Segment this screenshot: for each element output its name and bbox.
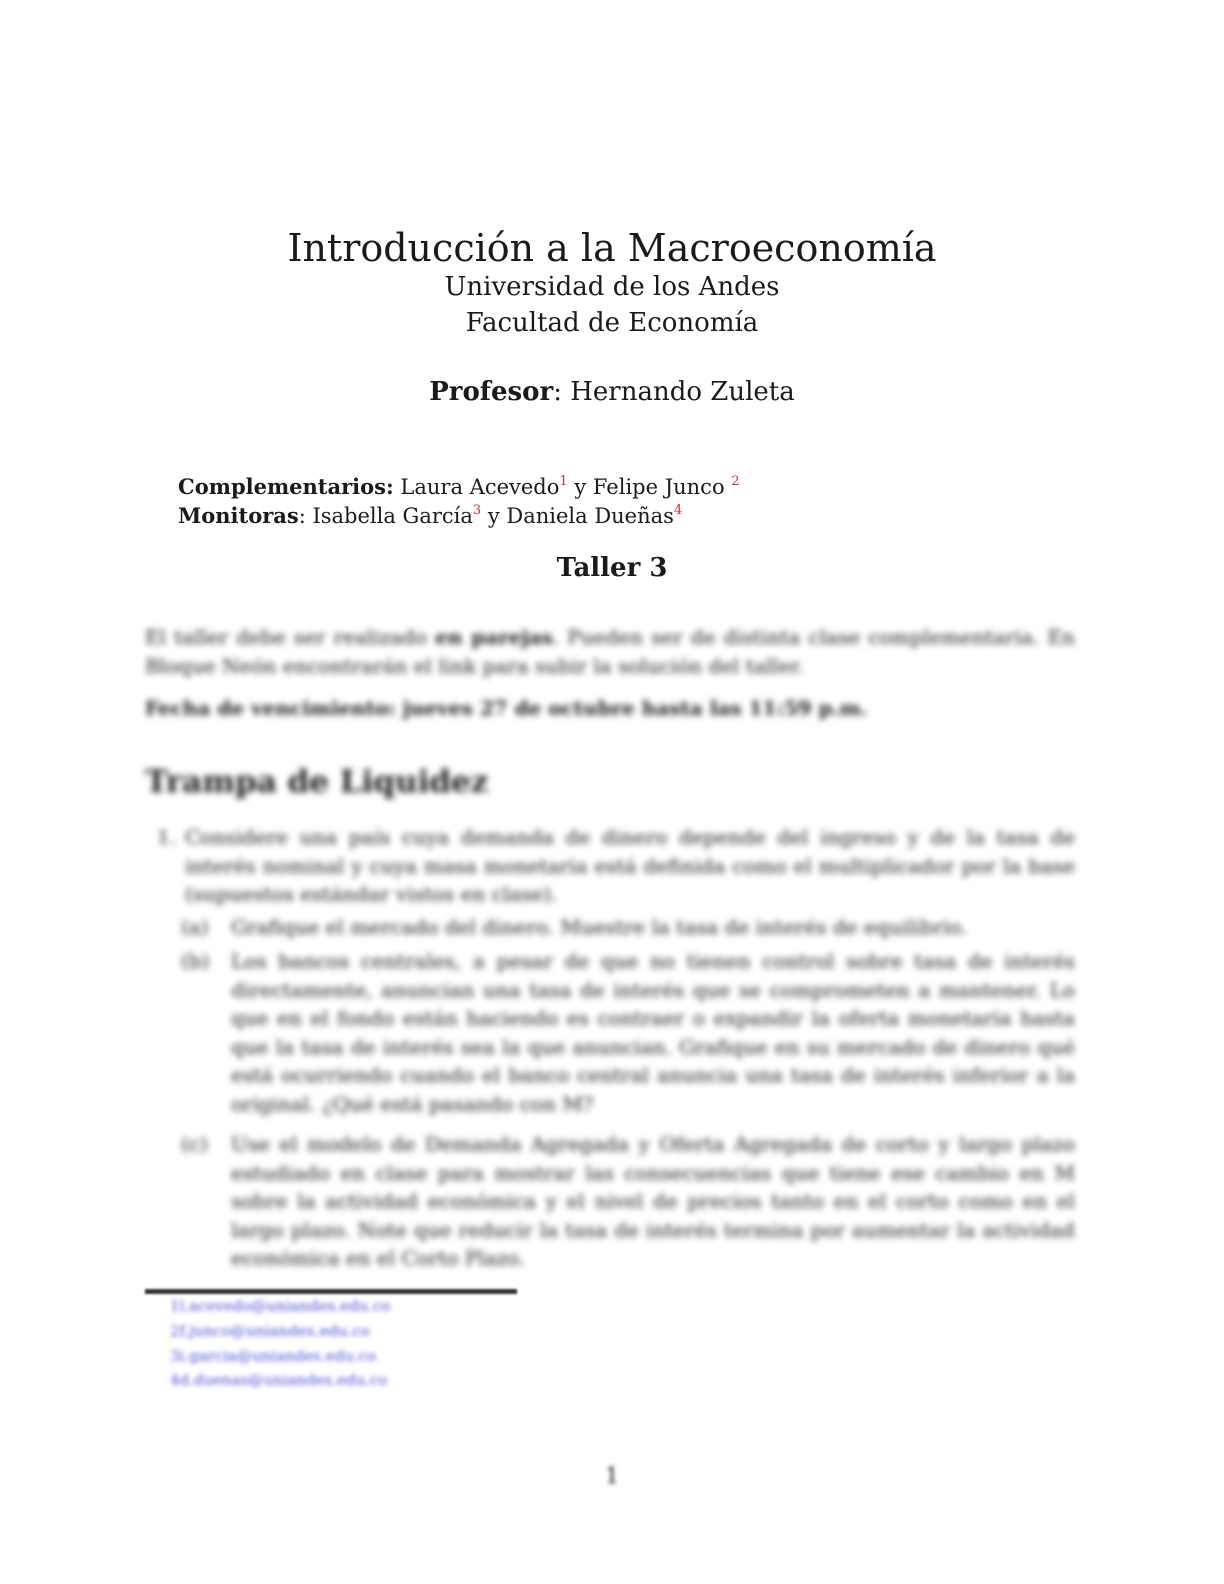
question-1-text: Considere una país cuya demanda de dinero depende del ingreso y de la tasa de interés nominal y cuya masa monetaria está definida como el multiplicador por la base (supuestos estándar vistos en clase). [185,825,1075,906]
professor-name: Hernando Zuleta [570,377,795,407]
professor-sep: : [553,377,571,407]
footnote-email-4[interactable]: 4d.duenas@uniandes.edu.co [170,1371,388,1389]
subquestion-b-label: (b) [181,949,210,973]
deadline-paragraph: Fecha de vencimiento: jueves 27 de octubre hasta las 11:59 p.m. [145,696,868,720]
subquestion-b-text: Los bancos centrales, a pesar de que no tienen control sobre tasa de interés directamente, anuncian una tasa de interés que se comprometen a mantener. Lo que en el fondo están haciendo es contraer o expandir la oferta monetaria hasta que la tasa de interés sea la que anuncian. Grafique en su mercado de dinero qué está ocurriendo cuando el banco central anuncia una tasa de interés inferior a la original. ¿Qué está pasando con M? [231,949,1075,1116]
faculty-name: Facultad de Economía [465,308,759,338]
footnote-rule [145,1289,517,1294]
professor-line [0,377,1224,407]
question-1-number: 1. [157,825,177,849]
footnote-ref-2[interactable]: 2 [731,474,740,489]
professor-label: Profesor [429,377,554,407]
footnote-ref-4[interactable]: 4 [673,503,683,518]
page-number: 1 [605,1464,619,1489]
footnote-email-1[interactable]: 1l.acevedo@uniandes.edu.co [170,1297,391,1315]
footnote-ref-3[interactable]: 3 [472,503,482,518]
taller-heading: Taller 3 [556,553,668,583]
complementario-name-2: y Felipe Junco [567,475,732,499]
monitora-name-2: y Daniela Dueñas [481,504,674,528]
subquestion-a [181,913,1075,942]
monitora-name-1: : Isabella García [298,504,473,528]
subquestion-a-label: (a) [181,914,209,939]
monitoras-label: Monitoras [178,503,299,528]
subquestion-c [181,1130,1075,1273]
intro-bold-text: en parejas [435,625,553,649]
footnote-ref-1[interactable]: 1 [559,474,568,489]
monitoras-line [178,503,682,528]
subquestion-a-text: Grafique el mercado del dinero. Muestre la tasa de interés de equilibrio. [231,914,968,939]
footnote-email-3[interactable]: 3i.garcia@uniandes.edu.co [170,1347,376,1365]
intro-text-1: El taller debe ser realizado [145,625,428,649]
section-heading: Trampa de Liquidez [145,764,489,800]
intro-paragraph [145,623,1075,681]
university-name: Universidad de los Andes [444,272,780,302]
intro-text-2: . Pueden ser de distinta clase complementaria. En Bloque Neón encontrarán el link para subir la solución del taller. [145,625,1076,678]
complementario-name-1: Laura Acevedo [393,475,560,499]
footnote-email-2[interactable]: 2f.junco@uniandes.edu.co [170,1322,370,1340]
complementarios-line [178,474,740,499]
subquestion-c-label: (c) [181,1132,208,1156]
question-1 [145,823,1075,1273]
subquestion-c-text: Use el modelo de Demanda Agregada y Oferta Agregada de corto y largo plazo estudiado en clase para mostrar las consecuencias que tiene ese cambio en M sobre la actividad económica y el nivel de precios tanto en el corto como en el largo plazo. Note que reducir la tasa de interés termina por aumentar la actividad económica en el Corto Plazo. [231,1132,1075,1270]
document-title: Introducción a la Macroeconomía [287,226,937,270]
complementarios-label: Complementarios: [178,474,394,499]
subquestion-b [181,947,1075,1118]
